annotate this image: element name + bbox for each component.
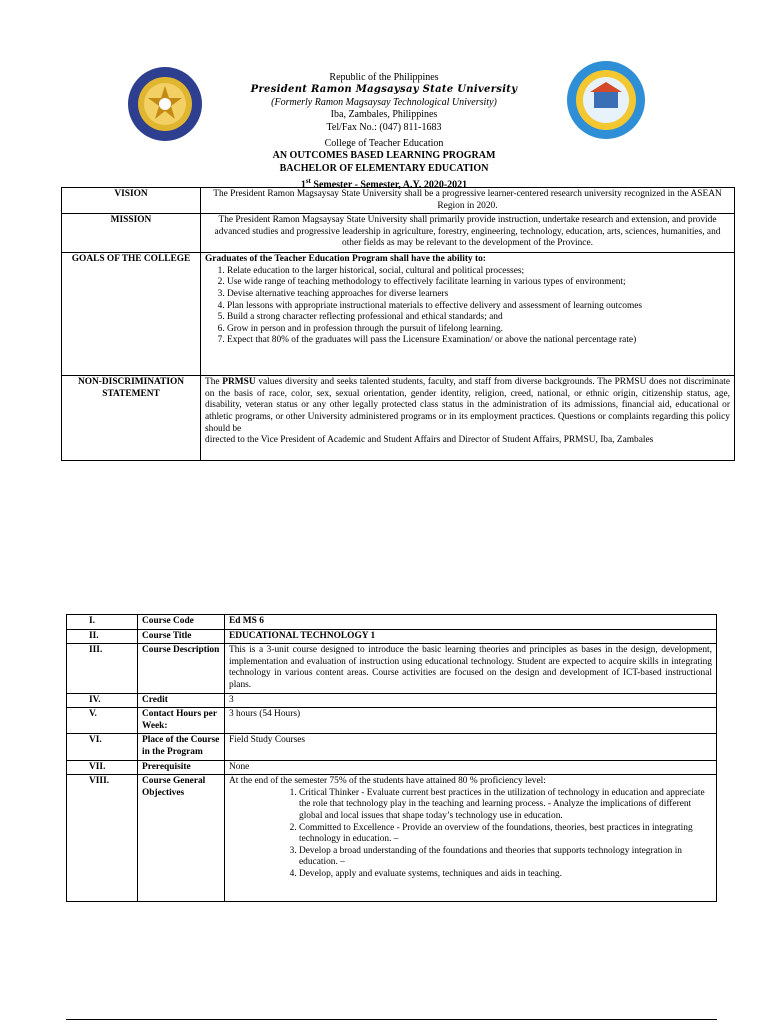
row-number: VII. — [67, 760, 138, 775]
list-item: 2. Committed to Excellence - Provide an overview of the foundations, theories, best practices in integrating technology in education. – — [299, 823, 712, 846]
course-code-value: Ed MS 6 — [225, 615, 717, 630]
header-program: AN OUTCOMES BASED LEARNING PROGRAM — [272, 150, 496, 161]
row-number: III. — [67, 644, 138, 693]
row-number: V. — [67, 708, 138, 734]
course-code-label: Course Code — [138, 615, 225, 630]
row-number: II. — [67, 629, 138, 644]
objectives-cell — [225, 775, 717, 902]
vision-label: VISION — [62, 188, 201, 214]
row-number: IV. — [67, 693, 138, 708]
objectives-label: Course General Objectives — [138, 775, 225, 902]
course-title-label: Course Title — [138, 629, 225, 644]
course-title-value: EDUCATIONAL TECHNOLOGY 1 — [225, 629, 717, 644]
table-row — [67, 644, 717, 693]
nondiscrimination-text: The PRMSU values diversity and seeks talented students, faculty, and staff from diverse backgrounds. The PRMSU does not discriminate on the basis of race, color, sex, sexual orientation, gender identity, religion, creed, national, or ethnic origin, citizenship status, age, disability, veteran status or any other legally protected class status in the administration of its admissions, financial aid, educational or athletic programs, or other University administered programs or in its employment practices. Questions or complaints regarding this policy should be directed to the Vice President of Academic and Student Affairs and Director of Student Affairs, PRMSU, Iba, Zambales — [201, 376, 735, 461]
list-item: 7. Expect that 80% of the graduates will pass the Licensure Examination/ or above the national percentage rate) — [227, 335, 730, 347]
header-republic: Republic of the Philippines — [329, 72, 439, 83]
header-college: College of Teacher Education — [324, 138, 444, 149]
list-item: 4. Plan lessons with appropriate instructional materials to effective delivery and assessment of learning outcomes — [227, 301, 730, 313]
list-item: 4. Develop, apply and evaluate systems, techniques and aids in teaching. — [299, 869, 712, 881]
page-bottom-rule — [66, 1019, 717, 1020]
credit-label: Credit — [138, 693, 225, 708]
goals-list — [205, 266, 730, 347]
table-row — [67, 760, 717, 775]
prerequisite-label: Prerequisite — [138, 760, 225, 775]
contact-hours-value: 3 hours (54 Hours) — [225, 708, 717, 734]
header-semester: 1st Semester - Semester, A.Y. 2020-2021 — [300, 177, 468, 191]
vision-text: The President Ramon Magsaysay State University shall be a progressive learner-centered research university recognized in the ASEAN Region in 2020. — [201, 188, 735, 214]
header-address: Iba, Zambales, Philippines — [330, 109, 438, 120]
table-row — [67, 734, 717, 760]
mission-row — [62, 214, 735, 253]
header-telfax: Tel/Fax No.: (047) 811-1683 — [326, 122, 442, 133]
vision-row — [62, 188, 735, 214]
nondiscrimination-label: NON-DISCRIMINATION STATEMENT — [62, 376, 201, 461]
course-place-label: Place of the Course in the Program — [138, 734, 225, 760]
header-university-name: President Ramon Magsaysay State University — [250, 84, 518, 95]
objectives-intro: At the end of the semester 75% of the students have attained 80 % proficiency level: — [229, 776, 546, 787]
table-row — [67, 775, 717, 902]
contact-hours-label: Contact Hours per Week: — [138, 708, 225, 734]
list-item: 1. Relate education to the larger historical, social, cultural and political processes; — [227, 266, 730, 278]
list-item: 1. Critical Thinker - Evaluate current best practices in the utilization of technology in education and appreciate the role that technology play in the teaching and learning process. - Analyze the implications of different global and local issues that shape today’s technology use in education. — [299, 788, 712, 823]
course-place-value: Field Study Courses — [225, 734, 717, 760]
goals-intro: Graduates of the Teacher Education Program shall have the ability to: — [205, 254, 486, 265]
mission-text: The President Ramon Magsaysay State University shall primarily provide instruction, undertake research and extension, and provide advanced studies and progressive leadership in agriculture, forestry, engineering, technology, education, arts, sciences, humanities, and other fields as may be relevant to the development of the Province. — [201, 214, 735, 253]
table-row — [67, 693, 717, 708]
table-row — [67, 708, 717, 734]
nondiscrimination-row — [62, 376, 735, 461]
header-degree: BACHELOR OF ELEMENTARY EDUCATION — [279, 163, 489, 174]
list-item: 3. Devise alternative teaching approaches for diverse learners — [227, 289, 730, 301]
vision-mission-table — [61, 187, 735, 461]
goals-label: GOALS OF THE COLLEGE — [62, 253, 201, 376]
goals-row — [62, 253, 735, 376]
objectives-list — [229, 788, 712, 881]
mission-label: MISSION — [62, 214, 201, 253]
row-number: I. — [67, 615, 138, 630]
header-formerly: (Formerly Ramon Magsaysay Technological University) — [271, 97, 497, 108]
list-item: 2. Use wide range of teaching methodology to effectively facilitate learning in various types of environment; — [227, 277, 730, 289]
course-description-label: Course Description — [138, 644, 225, 693]
list-item: 3. Develop a broad understanding of the foundations and theories that supports technology integration in education. – — [299, 846, 712, 869]
course-info-table — [66, 614, 717, 902]
row-number: VIII. — [67, 775, 138, 902]
credit-value: 3 — [225, 693, 717, 708]
table-row — [67, 615, 717, 630]
list-item: 5. Build a strong character reflecting professional and ethical standards; and — [227, 312, 730, 324]
list-item: 6. Grow in person and in profession through the pursuit of lifelong learning. — [227, 324, 730, 336]
course-description-value: This is a 3-unit course designed to introduce the basic learning theories and principles as bases in the design, development, implementation and evaluation of instruction using educational technology. Student are expected to acquire skills in integrating technology in various content areas. Course activities are focused on the design and development of ICT-based instructional plans. — [225, 644, 717, 693]
goals-cell — [201, 253, 735, 376]
prerequisite-value: None — [225, 760, 717, 775]
table-row — [67, 629, 717, 644]
row-number: VI. — [67, 734, 138, 760]
